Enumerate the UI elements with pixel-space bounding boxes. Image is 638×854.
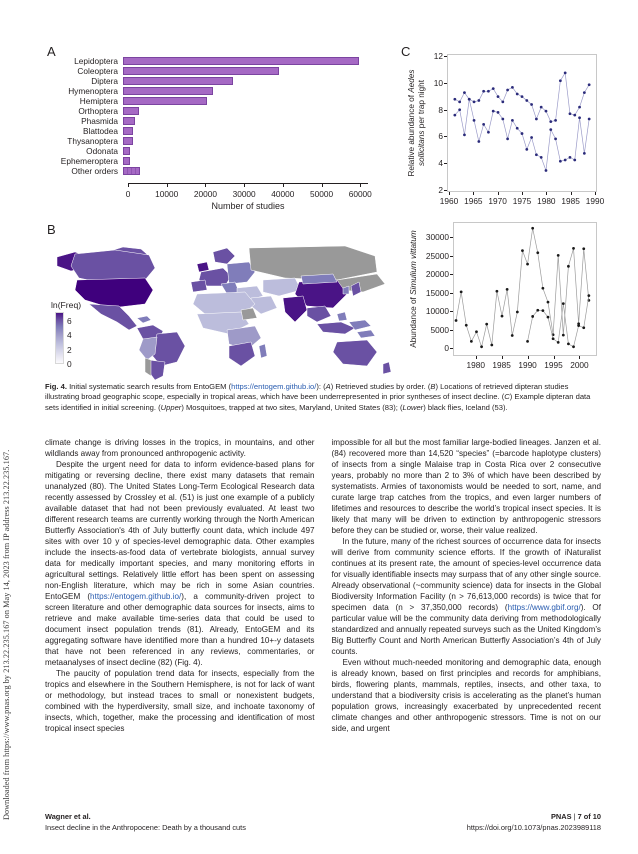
body-link[interactable]: https://entogem.github.io/ bbox=[90, 592, 182, 601]
bar-row bbox=[45, 76, 375, 86]
data-point bbox=[526, 340, 529, 343]
x-tick-label: 1990 bbox=[585, 196, 605, 206]
body-link[interactable]: https://www.gbif.org/ bbox=[507, 603, 581, 612]
bar-chart-tick bbox=[167, 183, 168, 187]
download-notice: Downloaded from https://www.pnas.org by 213.22.235.167 on May 14, 2023 from IP address 213.22.235.167. bbox=[2, 449, 11, 820]
bar-row bbox=[45, 116, 375, 126]
bar-fill bbox=[123, 117, 135, 125]
data-point bbox=[536, 309, 539, 312]
data-point bbox=[453, 98, 456, 101]
y-tick-label: 10000 bbox=[425, 306, 449, 317]
data-point bbox=[530, 136, 533, 139]
bar-fill bbox=[123, 57, 359, 65]
footer-doi: https://doi.org/10.1073/pnas.2023989118 bbox=[466, 822, 601, 832]
bar-row bbox=[45, 106, 375, 116]
body-text-run: ). Of particular value will be the community data deriving from methodologically standardized and annually repeated surveys such as the United Kingdom’s Big Butterfly Count and North American Butterfly Association’s 4th of July counts. bbox=[331, 603, 601, 656]
caption-panel-c-ref: C bbox=[504, 392, 510, 402]
panel-c-upper-svg bbox=[448, 55, 596, 191]
data-point bbox=[506, 89, 509, 92]
bar-row bbox=[45, 166, 375, 176]
bar-fill bbox=[123, 87, 213, 95]
x-tick-label: 1980 bbox=[537, 196, 556, 206]
caption-text-7: ) black flies, Iceland (53). bbox=[423, 402, 508, 412]
x-tick-label: 1985 bbox=[492, 360, 511, 370]
bar-chart-tick-label: 50000 bbox=[310, 189, 334, 199]
data-point bbox=[487, 131, 490, 134]
data-point bbox=[567, 265, 570, 268]
data-point bbox=[536, 251, 539, 254]
map-legend-title: ln(Freq) bbox=[51, 300, 82, 310]
map-legend-tick-label: 4 bbox=[67, 330, 72, 341]
bar-row bbox=[45, 66, 375, 76]
body-text-run: impossible for all but the most familiar large-bodied lineages. Janzen et al. (84) recovered more than 14,520 “species” (=barcode haplotype clusters) of insects from a single Malaise trap in Costa Rica over 2 consecutive years, probably no more than 2 to 3% of which have been described by systematists. Armies of taxonomists would be needed to sort, name, and curate large trap catches from the tropics, and even larger numbers of lifetimes and resources to describe the world’s tropical insect species. It is likely that many will be driven to extinction by anthropogenic stressors before they can be studied or, worse, their value realized. bbox=[331, 438, 601, 535]
footer-authors: Wagner et al. bbox=[45, 812, 91, 821]
data-point bbox=[482, 123, 485, 126]
x-tick-label: 1980 bbox=[466, 360, 485, 370]
data-point bbox=[463, 134, 466, 137]
data-point bbox=[453, 114, 456, 117]
bar-fill bbox=[123, 147, 130, 155]
footer-journal-line bbox=[467, 812, 601, 823]
body-text-run: In the future, many of the richest sources of occurrence data for insects will derive from community science efforts. If the growth of iNaturalist continues at its present rate, the amount of species-level occurrence data for visually identifiable insects may surpass that of any other single source. Already observational (~community science) data for insects in the Global Biodiversity Information Facility (n > 76,613,000 records) is twice that for specimen data (n > 37,350,000 records) ( bbox=[331, 537, 601, 612]
bar-chart-tick bbox=[128, 183, 129, 187]
bar-label: Orthoptera bbox=[78, 105, 118, 116]
bar-track bbox=[123, 87, 363, 96]
bar-label: Blattodea bbox=[82, 125, 118, 136]
data-point bbox=[569, 112, 572, 115]
bar-label: Lepidoptera bbox=[74, 55, 118, 66]
data-point bbox=[582, 247, 585, 250]
bar-track bbox=[123, 107, 363, 116]
bar-label: Coleoptera bbox=[77, 65, 118, 76]
caption-label: Fig. 4. bbox=[45, 382, 67, 391]
data-point bbox=[562, 302, 565, 305]
data-point bbox=[549, 128, 552, 131]
y-tick-label: 10 bbox=[433, 77, 443, 88]
data-point bbox=[460, 291, 463, 294]
body-paragraph bbox=[45, 668, 315, 734]
bar-track bbox=[123, 127, 363, 136]
bar-label: Hemiptera bbox=[79, 95, 118, 106]
data-point bbox=[455, 319, 458, 322]
body-paragraph bbox=[332, 437, 602, 536]
footer-separator: | bbox=[573, 812, 576, 821]
data-point bbox=[583, 152, 586, 155]
data-point bbox=[482, 90, 485, 93]
y-tick-label: 30000 bbox=[425, 232, 449, 242]
world-map bbox=[45, 238, 393, 382]
data-point bbox=[511, 334, 514, 337]
body-paragraph bbox=[45, 459, 315, 668]
bar-fill bbox=[123, 67, 279, 75]
y-tick-label: 15000 bbox=[425, 287, 449, 298]
caption-lower-ref: Lower bbox=[402, 402, 424, 412]
data-point bbox=[541, 287, 544, 290]
data-point bbox=[577, 324, 580, 327]
caption-text-5: ) Example dipteran data sets identified in initial screening. ( bbox=[45, 392, 591, 412]
bar-track bbox=[123, 137, 363, 146]
body-text-run: The paucity of population trend data for insects, especially from the tropics and elsewhere in the Southern Hemisphere, is not for lack of want or methodology, but instead traces to small or nonexistent budgets, combined with the hyperdiversity, small size, and inchoate taxonomy of insects, which, together, make the processing and identification of most tropical insect species bbox=[45, 669, 315, 733]
data-point bbox=[525, 148, 528, 151]
caption-link-entogem[interactable]: https://entogem.github.io/ bbox=[231, 382, 317, 391]
panel-c-lower-plot-area bbox=[453, 222, 597, 356]
data-point bbox=[521, 132, 524, 135]
caption-text-2: ): ( bbox=[316, 382, 326, 391]
bar-fill bbox=[123, 97, 207, 105]
bar-fill bbox=[123, 167, 140, 175]
data-point bbox=[521, 249, 524, 252]
bar-chart-rows bbox=[45, 56, 375, 176]
data-point bbox=[506, 137, 509, 140]
bar-chart-tick-label: 30000 bbox=[232, 189, 256, 199]
footer-right bbox=[467, 812, 601, 833]
data-point bbox=[516, 93, 519, 96]
caption-panel-b-ref: B bbox=[430, 382, 436, 391]
data-point bbox=[468, 98, 471, 101]
panel-c-upper-y-label: Relative abundance of Aedes sollicitans per trap night bbox=[407, 69, 426, 177]
bar-chart-tick-label: 10000 bbox=[155, 189, 179, 199]
data-point bbox=[496, 290, 499, 293]
body-text-run: Even without much-needed monitoring and demographic data, enough is already known, based on first principles and records for amphibians, birds, flowering plants, mammals, reptiles, insects, and other taxa, to understand that a biodiversity crisis is accelerating as the planet’s human population grows, increasingly exacerbated by unprecedented recent climate changes and other anthropogenic stressors. Time is not on our side, and urgent bbox=[331, 658, 601, 733]
x-tick-label: 1965 bbox=[464, 196, 483, 206]
data-point bbox=[480, 345, 483, 348]
map-legend-tick-label: 0 bbox=[67, 359, 72, 369]
data-point bbox=[497, 111, 500, 114]
data-point bbox=[501, 118, 504, 121]
data-point bbox=[458, 100, 461, 103]
bar-track bbox=[123, 157, 363, 166]
x-tick-label: 1995 bbox=[544, 360, 563, 370]
data-point bbox=[582, 326, 585, 329]
data-point bbox=[463, 91, 466, 94]
y-tick-label: 6 bbox=[438, 131, 443, 142]
bar-track bbox=[123, 117, 363, 126]
data-point bbox=[545, 169, 548, 172]
data-point bbox=[583, 91, 586, 94]
x-tick-label: 1960 bbox=[439, 196, 459, 206]
map-legend-colorbar bbox=[55, 312, 64, 364]
panel-c-upper-plot-area bbox=[447, 54, 597, 192]
bar-track bbox=[123, 77, 363, 86]
body-text-run: climate change is driving losses in the tropics, in mountains, and other wildlands away from pronounced anthropogenic activity. bbox=[45, 438, 315, 458]
footer-article-title: Insect decline in the Anthropocene: Death by a thousand cuts bbox=[45, 822, 246, 832]
bar-fill bbox=[123, 77, 233, 85]
panel-a-bar-chart bbox=[45, 40, 375, 220]
series-line bbox=[528, 296, 589, 347]
page-footer bbox=[45, 812, 601, 842]
bar-chart-tick bbox=[322, 183, 323, 187]
y-tick-label: 4 bbox=[438, 158, 443, 169]
bar-label: Thysanoptera bbox=[67, 135, 118, 146]
data-point bbox=[501, 315, 504, 318]
bar-row bbox=[45, 136, 375, 146]
panel-c-upper-chart bbox=[401, 40, 605, 212]
data-point bbox=[540, 106, 543, 109]
y-tick-label: 8 bbox=[438, 104, 443, 115]
data-point bbox=[578, 106, 581, 109]
data-point bbox=[501, 100, 504, 103]
data-point bbox=[531, 315, 534, 318]
body-text-run: Despite the urgent need for data to inform evidence-based plans for mitigating or reversing decline, there exist many datasets that remain unanalyzed (80). The United States Long-Term Ecological Research data recently assessed by Crossley et al. (51) is just one example of a publicly available dataset that had not been previously evaluated. At least two different research teams are currently working through the North American Butterfly Association's 4th of July butterfly count data, which include 497 sites with over 10 y of species-level demographic data. Other examples include the insects-as-food data of vertebrate biologists, annual survey data for medically important species, and many monitoring efforts in agricultural settings. Relatively little effort has been spent on assessing non-English literature, which may be rich in some Asian countries. EntoGEM ( bbox=[45, 460, 315, 601]
bar-label: Ephemeroptera bbox=[60, 155, 118, 166]
body-paragraph bbox=[332, 536, 602, 657]
bar-row bbox=[45, 146, 375, 156]
bar-label: Odonata bbox=[86, 145, 118, 156]
data-point bbox=[549, 120, 552, 123]
panel-c-lower-y-label: Abundance of Simulium vittatum bbox=[409, 230, 418, 348]
data-point bbox=[516, 311, 519, 314]
caption-upper-ref: Upper bbox=[160, 402, 182, 412]
bar-fill bbox=[123, 137, 133, 145]
data-point bbox=[569, 156, 572, 159]
data-point bbox=[465, 324, 468, 327]
data-point bbox=[573, 159, 576, 162]
data-point bbox=[458, 108, 461, 111]
bar-track bbox=[123, 147, 363, 156]
data-point bbox=[530, 103, 533, 106]
figure-caption bbox=[45, 382, 601, 413]
bar-chart-tick bbox=[244, 183, 245, 187]
bar-track bbox=[123, 167, 363, 176]
x-tick-label: 1985 bbox=[561, 196, 580, 206]
data-point bbox=[588, 118, 591, 121]
data-point bbox=[511, 119, 514, 122]
data-point bbox=[564, 71, 567, 74]
bar-fill bbox=[123, 107, 139, 115]
caption-text-3: ) Retrieved studies by order. ( bbox=[330, 382, 431, 391]
data-point bbox=[477, 140, 480, 143]
bar-chart-tick bbox=[360, 183, 361, 187]
map-legend-tick-label: 6 bbox=[67, 315, 72, 326]
data-point bbox=[554, 137, 557, 140]
footer-page-number: 7 of 10 bbox=[577, 812, 601, 821]
data-point bbox=[487, 90, 490, 93]
y-tick-label: 0 bbox=[444, 343, 449, 354]
data-point bbox=[473, 100, 476, 103]
data-point bbox=[540, 156, 543, 159]
panel-c-lower-chart bbox=[401, 218, 601, 382]
bar-row bbox=[45, 86, 375, 96]
data-point bbox=[516, 127, 519, 130]
bar-label: Diptera bbox=[91, 75, 118, 86]
data-point bbox=[535, 118, 538, 121]
x-tick-label: 2000 bbox=[570, 360, 589, 370]
caption-panel-a-ref: A bbox=[325, 382, 331, 391]
data-point bbox=[578, 116, 581, 119]
bar-row bbox=[45, 56, 375, 66]
caption-text-4: ) Locations of retrieved dipteran studies illustrating broad geographic scope, especially in tropical areas, which have been underrepresented in prior syntheses of insect decline. ( bbox=[45, 382, 569, 402]
data-point bbox=[587, 294, 590, 297]
figure-4 bbox=[45, 40, 605, 390]
footer-left bbox=[45, 812, 246, 833]
data-point bbox=[567, 343, 570, 346]
data-point bbox=[535, 153, 538, 156]
data-point bbox=[572, 345, 575, 348]
bar-chart-tick-label: 20000 bbox=[193, 189, 217, 199]
data-point bbox=[492, 87, 495, 90]
data-point bbox=[588, 83, 591, 86]
data-point bbox=[473, 119, 476, 122]
bar-chart-tick-label: 40000 bbox=[271, 189, 295, 199]
data-point bbox=[573, 114, 576, 117]
data-point bbox=[557, 341, 560, 344]
bar-label: Phasmida bbox=[81, 115, 118, 126]
data-point bbox=[497, 95, 500, 98]
body-text bbox=[45, 437, 601, 802]
body-text-run: ), a community-driven project to screen literature and other demographic data sources for insects, aims to retrieve and make available time-series data that could be used to document insect population trends (81). Already, EntoGEM and its aggregating software have identified more than a hundred 10+-y datasets that have not been referenced in any reviews, commentaries, or metaanalyses of insect decline (82) (Fig. 4). bbox=[45, 592, 315, 667]
y-tick-label: 25000 bbox=[425, 250, 449, 261]
bar-chart-x-axis bbox=[128, 183, 368, 184]
body-column-left bbox=[45, 437, 315, 802]
data-point bbox=[541, 309, 544, 312]
body-column-right bbox=[332, 437, 602, 802]
panel-a-letter: A bbox=[47, 44, 56, 59]
panel-c-lower-svg bbox=[454, 223, 596, 355]
data-point bbox=[492, 110, 495, 113]
caption-text-1: Initial systematic search results from EntoGEM ( bbox=[66, 382, 232, 391]
panel-b-world-map bbox=[45, 222, 393, 382]
body-paragraph bbox=[332, 657, 602, 734]
data-point bbox=[547, 316, 550, 319]
bar-track bbox=[123, 57, 363, 66]
data-point bbox=[557, 254, 560, 257]
bar-track bbox=[123, 67, 363, 76]
y-tick-label: 20000 bbox=[425, 269, 449, 280]
bar-track bbox=[123, 97, 363, 106]
world-map-svg bbox=[45, 238, 393, 382]
x-tick-label: 1970 bbox=[488, 196, 507, 206]
data-point bbox=[531, 227, 534, 230]
data-point bbox=[490, 344, 493, 347]
y-tick-label: 12 bbox=[433, 51, 443, 61]
data-point bbox=[477, 99, 480, 102]
data-point bbox=[470, 340, 473, 343]
data-point bbox=[526, 263, 529, 266]
data-point bbox=[545, 110, 548, 113]
bar-row bbox=[45, 126, 375, 136]
data-point bbox=[562, 334, 565, 337]
data-point bbox=[485, 323, 488, 326]
x-tick-label: 1990 bbox=[518, 360, 537, 370]
bar-row bbox=[45, 96, 375, 106]
bar-chart-x-axis-title: Number of studies bbox=[211, 201, 285, 211]
data-point bbox=[511, 86, 514, 89]
footer-journal: PNAS bbox=[550, 812, 572, 821]
bar-fill bbox=[123, 157, 130, 165]
data-point bbox=[552, 337, 555, 340]
map-legend-tick-label: 2 bbox=[67, 344, 72, 355]
bar-fill bbox=[123, 127, 133, 135]
data-point bbox=[564, 159, 567, 162]
y-tick-label: 5000 bbox=[430, 324, 449, 335]
data-point bbox=[525, 99, 528, 102]
bar-row bbox=[45, 156, 375, 166]
data-point bbox=[559, 160, 562, 163]
bar-chart-tick-label: 0 bbox=[125, 189, 131, 199]
body-paragraph bbox=[45, 437, 315, 459]
data-point bbox=[572, 247, 575, 250]
bar-label: Other orders bbox=[71, 165, 118, 176]
x-tick-label: 1975 bbox=[512, 196, 532, 206]
panel-c-letter: C bbox=[401, 44, 411, 59]
panel-b-letter: B bbox=[47, 222, 56, 237]
bar-chart-tick bbox=[283, 183, 284, 187]
bar-chart-tick bbox=[205, 183, 206, 187]
y-tick-label: 2 bbox=[438, 185, 443, 195]
bar-chart-tick-label: 60000 bbox=[348, 189, 372, 199]
data-point bbox=[475, 330, 478, 333]
data-point bbox=[506, 288, 509, 291]
bar-label: Hymenoptera bbox=[68, 85, 118, 96]
data-point bbox=[559, 79, 562, 82]
data-point bbox=[547, 301, 550, 304]
data-point bbox=[554, 119, 557, 122]
series-line bbox=[456, 228, 589, 347]
data-point bbox=[521, 95, 524, 98]
caption-text-6: ) Mosquitoes, trapped at two sites, Maryland, United States (83); ( bbox=[181, 402, 403, 412]
